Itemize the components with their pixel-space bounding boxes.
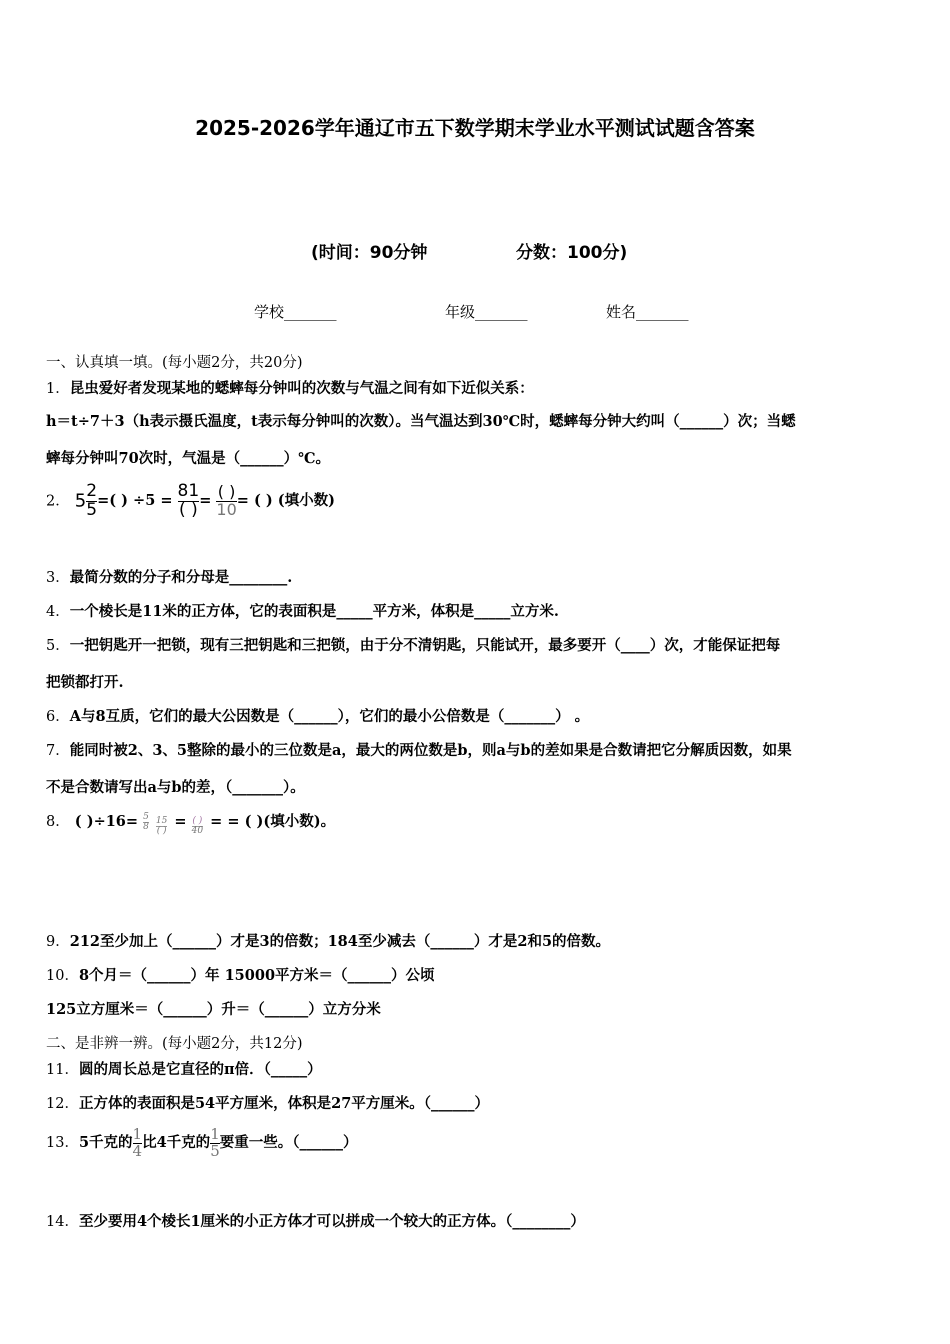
grade-field: 年级_______ (445, 303, 528, 321)
question-number: 6． (46, 709, 70, 725)
question-text: 一个棱长是11米的正方体，它的表面积是_____平方米，体积是_____立方米. (69, 603, 559, 620)
question-5-line-2: 把锁都打开. (46, 674, 124, 691)
fraction-one-fifth (210, 1127, 220, 1160)
question-number: 9． (46, 934, 70, 950)
question-8 (46, 812, 336, 837)
question-3 (46, 566, 292, 587)
question-number: 11． (46, 1062, 79, 1078)
numerator: 15 (155, 816, 168, 826)
denominator: 5 (86, 499, 98, 520)
expr-part-1: =( ) ÷5 = (97, 492, 173, 510)
school-field: 学校_______ (254, 303, 337, 321)
expr-part-1: ( )÷16= (74, 813, 139, 830)
question-11 (46, 1058, 322, 1079)
question-text: 昆虫爱好者发现某地的蟋蟀每分钟叫的次数与气温之间有如下近似关系： (69, 380, 534, 397)
question-number: 8． (46, 814, 70, 830)
question-text: A与8互质，它们的最大公因数是（______），它们的最小公倍数是（_______） 。 (69, 708, 590, 725)
question-9 (46, 930, 610, 951)
question-5-line-1 (46, 634, 780, 655)
expr-part-1: 5千克的 (78, 1134, 133, 1151)
question-number: 3． (46, 570, 70, 586)
question-13 (46, 1127, 357, 1160)
expr-part-3: = ( ) (填小数) (236, 492, 336, 510)
expr-part-2: = (199, 492, 212, 510)
expr-part-3: 要重一些。（______） (219, 1134, 358, 1151)
question-1-line-2: h＝t÷7＋3（h表示摄氏温度，t表示每分钟叫的次数）。当气温达到30℃时，蟋蟀每分钟大约叫（______）次；当蟋 (46, 413, 796, 430)
question-number: 7． (46, 743, 70, 759)
question-7-line-2: 不是合数请写出a与b的差，（_______）。 (46, 779, 305, 796)
question-text: 一把钥匙开一把锁，现有三把钥匙和三把锁，由于分不清钥匙，只能试开，最多要开（____）次，才能保证把每 (69, 637, 781, 654)
question-6 (46, 705, 589, 726)
denominator: 10 (216, 499, 237, 519)
numerator: 2 (86, 481, 98, 501)
document-title: 2025-2026学年通辽市五下数学期末学业水平测试试题含答案 (195, 116, 755, 140)
denominator: ( ) (156, 826, 167, 837)
question-number: 14． (46, 1214, 79, 1230)
question-text: 最简分数的分子和分母是________. (69, 569, 293, 586)
section1-heading: 一、认真填一填。(每小题2分，共20分) (46, 355, 303, 371)
question-number: 2． (46, 493, 70, 510)
question-text: 能同时被2、3、5整除的最小的三位数是a，最大的两位数是b，则a与b的差如果是合数请把它分解质因数，如果 (69, 742, 792, 759)
question-text: 圆的周长总是它直径的π倍．（_____） (78, 1061, 322, 1078)
question-10-line-2: 125立方厘米＝（______）升＝（______）立方分米 (46, 1001, 381, 1018)
denominator: 5 (210, 1141, 220, 1160)
denominator: 4 (132, 1141, 143, 1160)
question-number: 5． (46, 638, 70, 654)
section2-heading: 二、是非辨一辨。(每小题2分，共12分) (46, 1036, 303, 1052)
handwritten-fraction-5-8 (143, 813, 149, 833)
denominator: ( ) (179, 499, 198, 520)
mixed-number-fraction (86, 483, 97, 520)
question-number: 4． (46, 604, 70, 620)
question-number: 12． (46, 1096, 79, 1112)
question-7-line-1 (46, 739, 792, 760)
question-text: 正方体的表面积是54平方厘米，体积是27平方厘米。（______） (78, 1095, 490, 1112)
question-12 (46, 1092, 489, 1113)
numerator: 81 (177, 481, 200, 501)
expr-part-2: = ( )(填小数)。 (227, 813, 336, 830)
numerator: 5 (143, 812, 149, 822)
numerator: 1 (210, 1125, 220, 1143)
numerator: ( ) (192, 816, 203, 826)
time-label: (时间：90分钟 (311, 243, 428, 263)
mixed-number-whole: 5 (74, 490, 87, 512)
fraction-one-quarter (133, 1127, 143, 1160)
question-text: 212至少加上（______）才是3的倍数；184至少减去（______）才是2和5的倍数。 (69, 933, 611, 950)
equals-sign-2: = (210, 813, 223, 830)
question-1-line-3: 蟀每分钟叫70次时，气温是（______）℃。 (46, 450, 331, 467)
question-text: 至少要用4个棱长1厘米的小正方体才可以拼成一个较大的正方体。（________） (78, 1213, 585, 1230)
question-4 (46, 600, 559, 621)
handwritten-fraction-40 (192, 817, 203, 837)
score-label: 分数：100分) (516, 243, 628, 263)
numerator: ( ) (217, 482, 236, 502)
name-field: 姓名_______ (606, 303, 689, 321)
fraction-81 (178, 483, 200, 520)
handwritten-fraction-15 (156, 817, 167, 837)
numerator: 1 (132, 1125, 143, 1143)
question-1-line-1 (46, 377, 534, 398)
denominator: 40 (191, 826, 204, 837)
question-number: 13． (46, 1135, 79, 1151)
question-10-line-1 (46, 964, 435, 985)
fraction-over-10 (216, 484, 236, 519)
question-number: 1． (46, 381, 70, 397)
expr-part-2: 比4千克的 (142, 1134, 211, 1151)
question-number: 10． (46, 968, 79, 984)
question-14 (46, 1210, 585, 1231)
question-text: 8个月＝（______）年 15000平方米＝（______）公顷 (78, 967, 435, 984)
denominator: 8 (143, 822, 149, 833)
equals-sign: = (174, 813, 187, 830)
question-2 (46, 483, 335, 520)
